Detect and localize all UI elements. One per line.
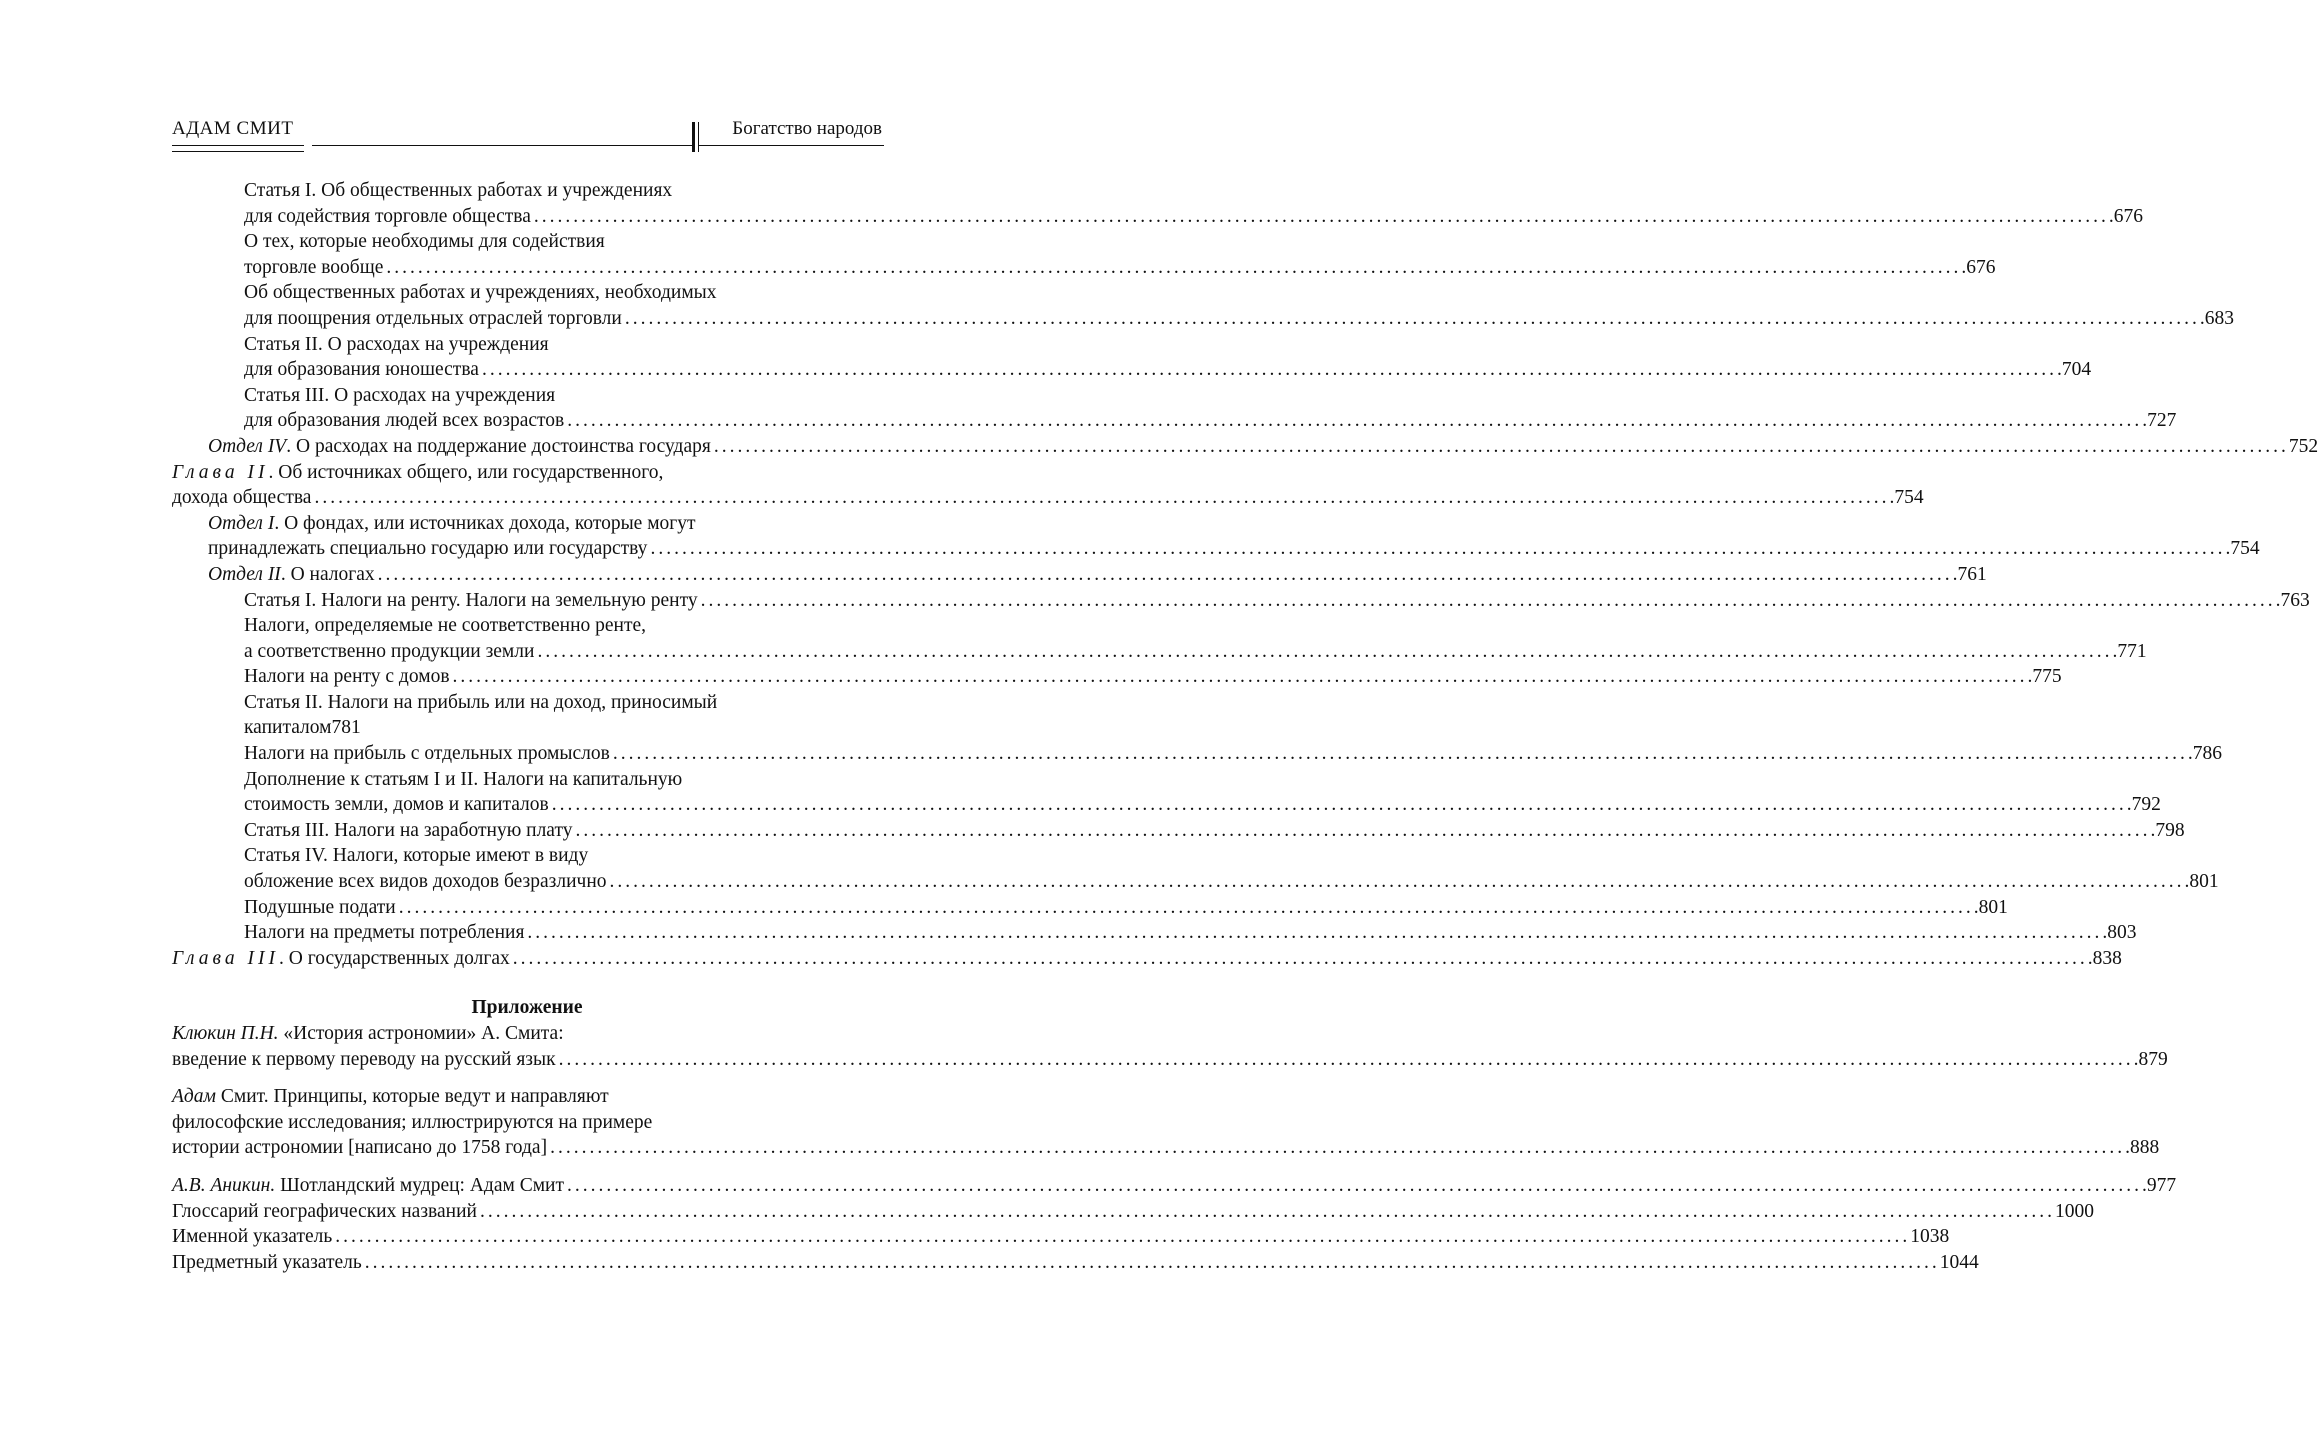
page-number: .801: [1973, 896, 2008, 918]
page-number: .879: [2133, 1048, 2168, 1070]
page-number: .838: [2087, 947, 2122, 969]
appendix-entry: истории астрономии [написано до 1758 года] ........................................................................................................................................................................................................ .888: [172, 1135, 882, 1161]
toc-chapter: Глава III. О государственных долгах ........................................................................................................................................................................................................ .838: [172, 946, 882, 972]
header-book-title: Богатство народов: [732, 118, 882, 139]
dot-leader: ........................................................................................................................................................................................................: [609, 871, 2185, 893]
dot-leader: ........................................................................................................................................................................................................: [700, 589, 2276, 611]
page-number: .727: [2142, 410, 2177, 432]
toc-entry: Налоги на прибыль с отдельных промыслов ........................................................................................................................................................................................................ .786: [172, 741, 882, 767]
appendix-entry: философские исследования; иллюстрируются на примере: [172, 1111, 653, 1133]
toc-entry: Статья III. Налоги на заработную плату ........................................................................................................................................................................................................ .798: [172, 818, 882, 844]
appendix-entry: Глоссарий географических названий ........................................................................................................................................................................................................ 1000: [172, 1199, 882, 1225]
dot-leader: ........................................................................................................................................................................................................: [527, 922, 2103, 944]
page-number: .775: [2027, 666, 2062, 688]
toc-entry: обложение всех видов доходов безразлично ........................................................................................................................................................................................................ .801: [172, 869, 882, 895]
toc-entry: для образования людей всех возрастов ........................................................................................................................................................................................................ .727: [172, 408, 882, 434]
dot-leader: ........................................................................................................................................................................................................: [533, 205, 2109, 227]
dot-leader: ........................................................................................................................................................................................................: [551, 794, 2127, 816]
page-number: .676: [1961, 256, 1996, 278]
page-number: .798: [2150, 819, 2185, 841]
dot-leader: ........................................................................................................................................................................................................: [314, 487, 1890, 509]
dot-leader: ........................................................................................................................................................................................................: [335, 1226, 1911, 1248]
page-number: .704: [2056, 359, 2092, 381]
toc-entry: Подушные подати ........................................................................................................................................................................................................ .801: [172, 895, 882, 921]
header-bar: [692, 122, 695, 152]
appendix-entry: Адам Смит. Принципы, которые ведут и направляют: [172, 1086, 609, 1108]
dot-leader: ........................................................................................................................................................................................................: [567, 410, 2143, 432]
toc-entry: Налоги, определяемые не соответственно ренте,: [244, 615, 647, 637]
dot-leader: ........................................................................................................................................................................................................: [479, 1200, 2055, 1222]
page-number: 1000: [2054, 1200, 2094, 1222]
toc-entry: для поощрения отдельных отраслей торговли ........................................................................................................................................................................................................ .683: [172, 306, 882, 332]
page-number: .803: [2102, 922, 2137, 944]
dot-leader: ........................................................................................................................................................................................................: [512, 947, 2088, 969]
toc-entry: Статья II. О расходах на учреждения: [244, 333, 549, 355]
toc-entry: Отдел I. О фондах, или источниках дохода, которые могут: [208, 512, 696, 534]
dot-leader: ........................................................................................................................................................................................................: [575, 819, 2151, 841]
toc-entry: Статья IV. Налоги, которые имеют в виду: [244, 845, 589, 867]
appendix-heading: Приложение: [471, 997, 583, 1019]
toc-entry: Об общественных работах и учреждениях, необходимых: [244, 282, 717, 304]
dot-leader: ........................................................................................................................................................................................................: [377, 563, 1953, 585]
toc-entry: для образования юношества ........................................................................................................................................................................................................ .704: [172, 357, 882, 383]
toc-entry: капиталом781: [244, 717, 361, 739]
dot-leader: ........................................................................................................................................................................................................: [624, 307, 2200, 329]
appendix-entry: введение к первому переводу на русский язык ........................................................................................................................................................................................................ .879: [172, 1047, 882, 1073]
toc-entry: торговле вообще ........................................................................................................................................................................................................ .676: [172, 255, 882, 281]
toc-entry: Налоги на ренту с домов ........................................................................................................................................................................................................ .775: [172, 664, 882, 690]
page-number: .977: [2142, 1174, 2177, 1196]
dot-leader: ........................................................................................................................................................................................................: [481, 359, 2057, 381]
page-number: 752: [2288, 435, 2318, 457]
appendix-entry: Предметный указатель ........................................................................................................................................................................................................ 1044: [172, 1250, 882, 1276]
dot-leader: ........................................................................................................................................................................................................: [537, 640, 2113, 662]
table-of-contents: [172, 178, 2318, 1275]
dot-leader: ........................................................................................................................................................................................................: [558, 1048, 2134, 1070]
toc-entry: Статья II. Налоги на прибыль или на доход, приносимый: [244, 691, 718, 713]
page-number: .888: [2125, 1137, 2160, 1159]
toc-entry: О тех, которые необходимы для содействия: [244, 231, 605, 253]
page-number: .763: [2275, 589, 2310, 611]
dot-leader: ........................................................................................................................................................................................................: [650, 538, 2226, 560]
dot-leader: ........................................................................................................................................................................................................: [364, 1251, 1940, 1273]
page-number: .792: [2126, 794, 2161, 816]
toc-entry: для содействия торговле общества ........................................................................................................................................................................................................ .676: [172, 204, 882, 230]
appendix-entry: Именной указатель ........................................................................................................................................................................................................ 1038: [172, 1224, 882, 1250]
dot-leader: ........................................................................................................................................................................................................: [567, 1174, 2143, 1196]
page-number: .771: [2112, 640, 2147, 662]
appendix-entry: Клюкин П.Н. «История астрономии» А. Смита:: [172, 1023, 564, 1044]
header-author: АДАМ СМИТ: [172, 118, 294, 139]
page-number: .683: [2199, 307, 2234, 329]
toc-entry: Отдел IV. О расходах на поддержание достоинства государя ........................................................................................................................................................................................................ 752: [172, 434, 882, 460]
dot-leader: ........................................................................................................................................................................................................: [452, 666, 2028, 688]
page-number: 1044: [1939, 1251, 1979, 1273]
toc-entry: Дополнение к статьям I и II. Налоги на капитальную: [244, 768, 683, 790]
page-number: .754: [2225, 538, 2260, 560]
page-number: 1038: [1910, 1226, 1950, 1248]
page-number: .676: [2108, 205, 2143, 227]
toc-entry: стоимость земли, домов и капиталов ........................................................................................................................................................................................................ .792: [172, 792, 882, 818]
dot-leader: ........................................................................................................................................................................................................: [398, 896, 1974, 918]
header-rule: [312, 145, 692, 146]
header-bar-thin: [698, 122, 699, 152]
toc-chapter: дохода общества ........................................................................................................................................................................................................ .754: [172, 485, 882, 511]
toc-entry: Отдел II. О налогах ........................................................................................................................................................................................................ .761: [172, 562, 882, 588]
toc-entry: Статья III. О расходах на учреждения: [244, 384, 556, 406]
page-number: .786: [2187, 743, 2222, 765]
page-number: .801: [2184, 871, 2219, 893]
toc-entry: а соответственно продукции земли ........................................................................................................................................................................................................ .771: [172, 639, 882, 665]
header-rule-right: [699, 145, 884, 146]
toc-entry: принадлежать специально государю или государству ........................................................................................................................................................................................................ .754: [172, 536, 882, 562]
dot-leader: ........................................................................................................................................................................................................: [550, 1137, 2126, 1159]
header-double-rule: [172, 145, 304, 152]
dot-leader: ........................................................................................................................................................................................................: [386, 256, 1962, 278]
page-number: .754: [1889, 487, 1924, 509]
toc-entry: Налоги на предметы потребления ........................................................................................................................................................................................................ .803: [172, 920, 882, 946]
toc-entry: Статья I. Налоги на ренту. Налоги на земельную ренту ........................................................................................................................................................................................................ .763: [172, 588, 882, 614]
dot-leader: ........................................................................................................................................................................................................: [713, 435, 2289, 457]
appendix-entry: А.В. Аникин. Шотландский мудрец: Адам Смит ........................................................................................................................................................................................................ .977: [172, 1173, 882, 1199]
page-number: .761: [1952, 563, 1987, 585]
toc-entry: Статья I. Об общественных работах и учреждениях: [244, 180, 673, 201]
dot-leader: ........................................................................................................................................................................................................: [612, 743, 2188, 765]
running-header: [172, 116, 884, 156]
toc-chapter: Глава II. Об источниках общего, или государственного,: [172, 461, 664, 483]
